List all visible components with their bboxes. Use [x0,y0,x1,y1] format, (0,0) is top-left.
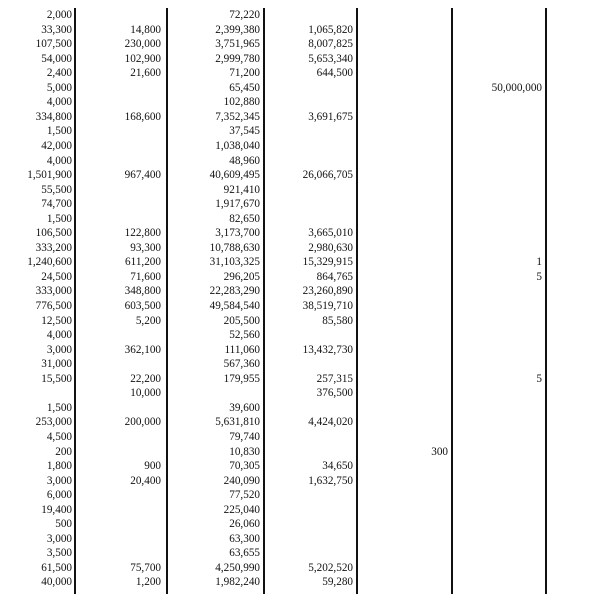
table-cell: 333,000 [35,285,72,298]
table-cell: 967,400 [124,169,161,182]
table-row [0,344,600,357]
table-row [0,416,600,429]
table-cell: 15,500 [41,372,72,385]
table-row [0,38,600,51]
table-cell: 39,600 [229,401,260,414]
table-cell: 3,665,010 [308,227,353,240]
table-cell: 6,000 [46,489,72,502]
table-cell: 71,200 [229,67,260,80]
table-cell: 71,600 [130,270,161,283]
table-cell: 230,000 [124,38,161,51]
table-cell: 603,500 [124,300,161,312]
table-cell: 5 [536,372,542,385]
table-cell: 107,500 [35,38,72,51]
table-row [0,373,600,386]
table-cell: 3,000 [46,532,72,545]
table-cell: 253,000 [35,416,72,429]
table-row [0,9,600,22]
table-cell: 111,060 [224,343,260,356]
table-cell: 4,000 [46,154,72,167]
table-cell: 85,580 [322,314,353,327]
table-cell: 300 [431,445,448,458]
table-cell: 75,700 [130,561,161,574]
table-cell: 1,982,240 [215,576,260,589]
table-row [0,213,600,226]
table-cell: 5,653,340 [308,52,353,65]
table-cell: 50,000,000 [491,81,542,94]
table-cell: 37,545 [229,125,260,138]
table-cell: 38,519,710 [302,300,353,312]
table-cell: 59,280 [322,576,353,589]
table-cell: 54,000 [41,52,72,65]
table-cell: 776,500 [35,300,72,312]
table-cell: 900 [144,460,161,473]
table-cell: 257,315 [316,372,353,385]
table-row [0,562,600,575]
table-cell: 4,250,990 [215,561,260,574]
table-row [0,358,600,371]
table-row [0,227,600,240]
table-cell: 362,100 [124,343,161,356]
table-cell: 74,700 [41,198,72,211]
table-cell: 34,650 [322,460,353,473]
table-row [0,67,600,80]
table-cell: 240,090 [223,474,260,487]
table-cell: 1,501,900 [27,169,72,182]
table-cell: 102,900 [124,52,161,65]
table-cell: 14,800 [130,23,161,36]
table-cell: 79,740 [229,430,260,443]
table-cell: 5,631,810 [215,416,260,429]
table-cell: 82,650 [229,212,260,225]
table-cell: 348,800 [124,285,161,298]
table-cell: 15,329,915 [302,256,353,269]
table-row [0,504,600,517]
table-row [0,82,600,95]
table-row [0,96,600,109]
table-cell: 4,000 [46,96,72,109]
table-cell: 3,000 [46,343,72,356]
table-row [0,300,600,313]
table-cell: 3,500 [46,547,72,560]
table-row [0,387,600,400]
table-cell: 5,202,520 [308,561,353,574]
table-cell: 2,999,780 [215,52,260,65]
table-cell: 10,788,630 [209,241,260,254]
table-cell: 20,400 [130,474,161,487]
table-cell: 296,205 [223,270,260,283]
table-cell: 1,800 [46,460,72,473]
table-cell: 1,500 [46,212,72,225]
table-cell: 200 [55,445,72,458]
table-cell: 77,520 [229,489,260,502]
table-cell: 1 [536,256,542,269]
table-cell: 200,000 [124,416,161,429]
table-cell: 5,000 [46,81,72,94]
table-cell: 48,960 [229,154,260,167]
table-cell: 31,103,325 [209,256,260,269]
table-cell: 1,917,670 [215,198,260,211]
table-cell: 1,240,600 [27,256,72,269]
table-cell: 1,200 [135,576,161,589]
table-cell: 333,200 [35,241,72,254]
table-cell: 40,000 [41,576,72,589]
table-cell: 2,980,630 [308,241,353,254]
table-cell: 12,500 [41,314,72,327]
table-cell: 2,000 [46,9,72,21]
table-cell: 500 [55,518,72,531]
table-cell: 23,260,890 [302,285,353,298]
table-cell: 63,655 [229,547,260,560]
table-cell: 3,000 [46,474,72,487]
table-cell: 611,200 [125,256,161,269]
table-row [0,285,600,298]
table-cell: 33,300 [41,23,72,36]
table-cell: 22,200 [130,372,161,385]
table-cell: 567,360 [223,358,260,371]
table-row [0,489,600,502]
table-cell: 52,560 [229,329,260,342]
table-cell: 65,450 [229,81,260,94]
table-cell: 168,600 [124,110,161,123]
table-cell: 63,300 [229,532,260,545]
table-cell: 1,632,750 [308,474,353,487]
table-cell: 19,400 [41,503,72,516]
table-cell: 70,305 [229,460,260,473]
table-cell: 2,400 [46,67,72,80]
table-row [0,169,600,182]
table-cell: 334,800 [35,110,72,123]
table-row [0,140,600,153]
table-cell: 3,751,965 [215,38,260,51]
table-cell: 1,500 [46,125,72,138]
table-cell: 42,000 [41,139,72,152]
table-cell: 13,432,730 [302,343,353,356]
table-cell: 179,955 [223,372,260,385]
table-row [0,111,600,124]
table-cell: 102,880 [223,96,260,109]
table-cell: 8,007,825 [308,38,353,51]
table-cell: 106,500 [35,227,72,240]
table-row [0,518,600,531]
table-row [0,446,600,459]
table-row [0,315,600,328]
table-cell: 376,500 [316,387,353,400]
table-cell: 225,040 [223,503,260,516]
table-cell: 122,800 [124,227,161,240]
table-cell: 5,200 [135,314,161,327]
table-cell: 55,500 [41,183,72,196]
table-row [0,576,600,589]
table-cell: 1,500 [46,401,72,414]
table-cell: 1,065,820 [308,23,353,36]
table-row [0,329,600,342]
table-cell: 24,500 [41,270,72,283]
table-cell: 4,424,020 [308,416,353,429]
table-cell: 3,691,675 [308,110,353,123]
table-row [0,475,600,488]
table-row [0,431,600,444]
table-cell: 31,000 [41,358,72,371]
table-cell: 5 [536,270,542,283]
table-cell: 61,500 [41,561,72,574]
table-row [0,533,600,546]
table-cell: 4,500 [46,430,72,443]
table-cell: 1,038,040 [215,139,260,152]
table-cell: 921,410 [223,183,260,196]
table-row [0,24,600,37]
table-cell: 7,352,345 [215,110,260,123]
table-cell: 49,584,540 [209,300,260,312]
table-cell: 864,765 [316,270,353,283]
table-cell: 2,399,380 [215,23,260,36]
table-row [0,242,600,255]
table-row [0,547,600,560]
table-row [0,184,600,197]
table-cell: 26,060 [229,518,260,531]
table-row [0,460,600,473]
table-row [0,53,600,66]
table-row [0,198,600,211]
table-row [0,271,600,284]
table-row [0,256,600,269]
table-cell: 10,830 [229,445,260,458]
table-cell: 93,300 [130,241,161,254]
table-cell: 3,173,700 [215,227,260,240]
table-row [0,155,600,168]
table-cell: 72,220 [229,9,260,21]
table-cell: 10,000 [130,387,161,400]
table-row [0,125,600,138]
table-cell: 205,500 [223,314,260,327]
table-row [0,402,600,415]
table-cell: 644,500 [316,67,353,80]
table-cell: 21,600 [130,67,161,80]
table-cell: 40,609,495 [209,169,260,182]
table-cell: 4,000 [46,329,72,342]
table-cell: 22,283,290 [209,285,260,298]
table-cell: 26,066,705 [302,169,353,182]
